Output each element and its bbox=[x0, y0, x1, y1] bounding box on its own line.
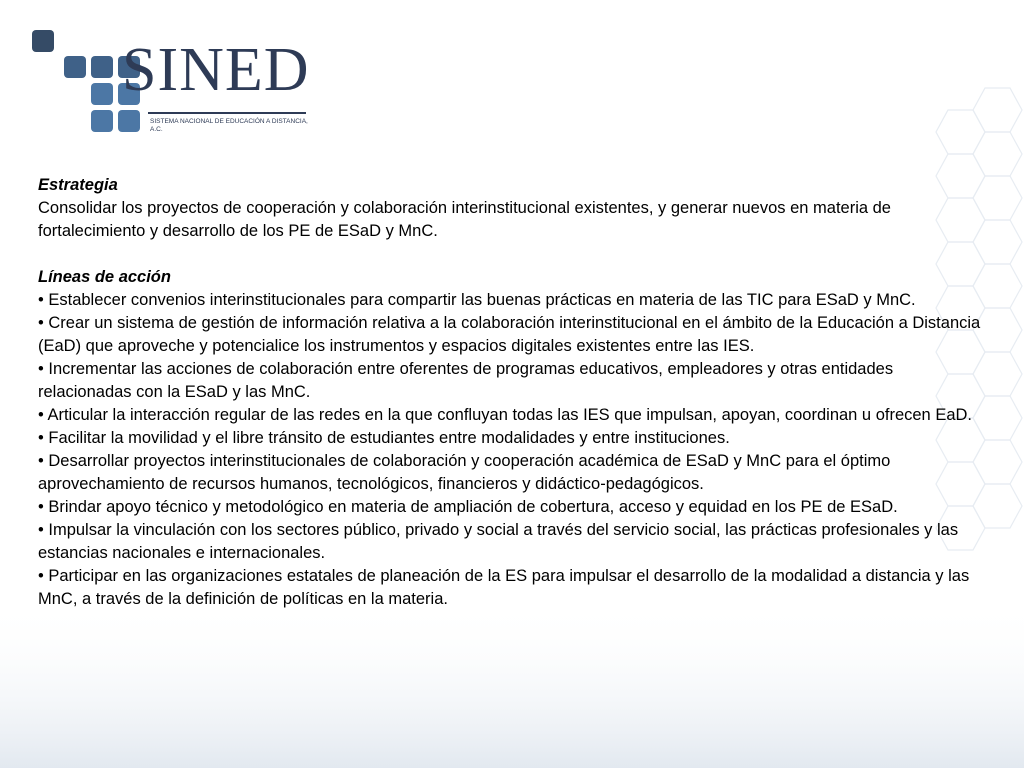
action-line-item: • Desarrollar proyectos interinstitucionales de colaboración y cooperación académica de ESaD y MnC para el óptimo aprovechamiento de recursos humanos, tecnológicos, financieros y didáctico-pedagógicos. bbox=[38, 452, 891, 493]
action-lines-heading: Líneas de acción bbox=[38, 268, 171, 286]
logo-square-icon bbox=[91, 56, 113, 78]
action-line-item: • Brindar apoyo técnico y metodológico en materia de ampliación de cobertura, acceso y equidad en los PE de ESaD. bbox=[38, 498, 898, 516]
logo-square-icon bbox=[118, 110, 140, 132]
strategy-text: Consolidar los proyectos de cooperación y colaboración interinstitucional existentes, y generar nuevos en materia de fortalecimiento y desarrollo de los PE de ESaD y MnC. bbox=[38, 199, 891, 240]
slide-content bbox=[38, 174, 990, 611]
action-line-item: • Incrementar las acciones de colaboración entre oferentes de programas educativos, empleadores y otras entidades relacionadas con la ESaD y las MnC. bbox=[38, 360, 894, 401]
logo-square-icon bbox=[32, 30, 54, 52]
logo-square-icon bbox=[91, 83, 113, 105]
logo-square-icon bbox=[64, 56, 86, 78]
action-line-item: • Establecer convenios interinstitucionales para compartir las buenas prácticas en materia de las TIC para ESaD y MnC. bbox=[38, 291, 916, 309]
action-line-item: • Crear un sistema de gestión de información relativa a la colaboración interinstitucional en el ámbito de la Educación a Distancia (EaD) que aproveche y potencialice los instrumentos y espacios digitales existentes entre las IES. bbox=[38, 314, 981, 355]
action-line-item: • Articular la interacción regular de las redes en la que confluyan todas las IES que impulsan, apoyan, coordinan u ofrecen EaD. bbox=[38, 406, 972, 424]
logo-wordmark: SINED bbox=[122, 36, 310, 104]
action-line-item: • Participar en las organizaciones estatales de planeación de la ES para impulsar el desarrollo de la modalidad a distancia y las MnC, a través de la definición de políticas en la materia. bbox=[38, 567, 970, 608]
sined-logo bbox=[30, 28, 320, 140]
strategy-heading: Estrategia bbox=[38, 176, 118, 194]
logo-square-icon bbox=[91, 110, 113, 132]
action-line-item: • Facilitar la movilidad y el libre tránsito de estudiantes entre modalidades y entre instituciones. bbox=[38, 429, 730, 447]
logo-divider bbox=[148, 112, 306, 114]
action-line-item: • Impulsar la vinculación con los sectores público, privado y social a través del servicio social, las prácticas profesionales y las estancias nacionales e internacionales. bbox=[38, 521, 959, 562]
section-spacer bbox=[38, 243, 990, 266]
logo-tagline: SISTEMA NACIONAL DE EDUCACIÓN A DISTANCIA, A.C. bbox=[150, 118, 308, 133]
